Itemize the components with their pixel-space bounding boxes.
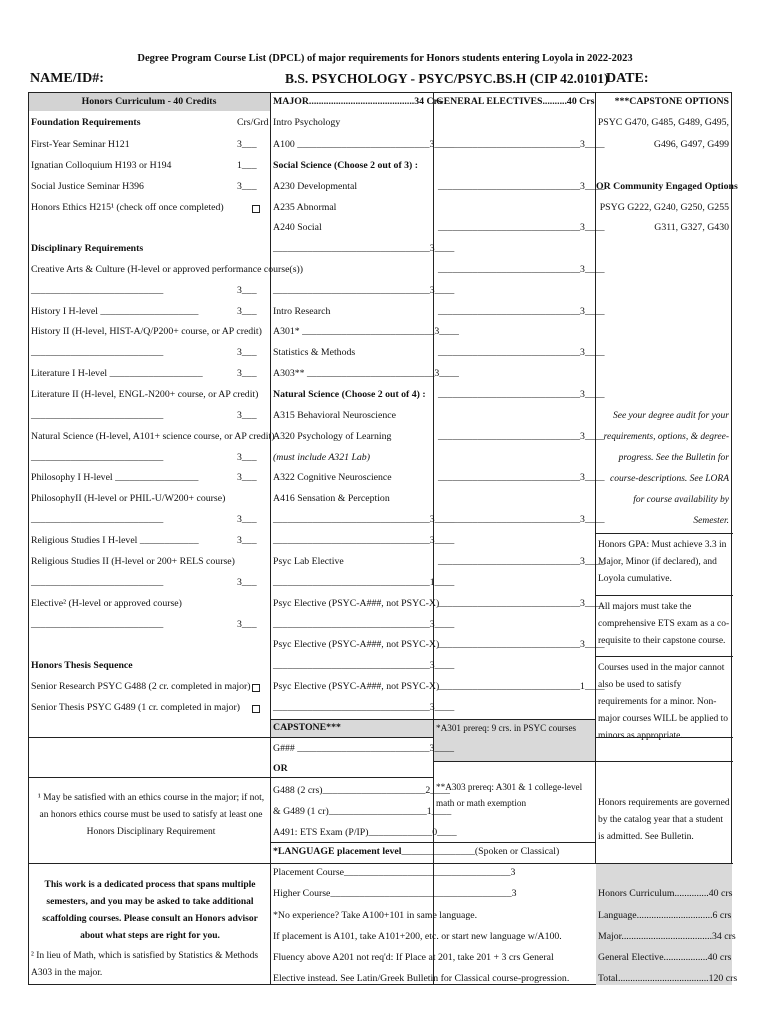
natural-science-row: Natural Science (H-level, A101+ science course, or AP credit) <box>31 431 275 442</box>
elective-blank-11[interactable]: _____________________________3____ <box>438 556 605 567</box>
capstone-options-line-1: PSYC G470, G485, G489, G495, <box>597 117 729 128</box>
electives-heading: GENERAL ELECTIVES..........40 Crs <box>436 96 595 107</box>
history2-row: History II (H-level, HIST-A/Q/P200+ course, or AP credit) <box>31 326 262 337</box>
lab-elective-label: Psyc Lab Elective <box>273 556 344 567</box>
psyc-elective-3-label: Psyc Elective (PSYC-A###, not PSYC-X) <box>273 681 440 692</box>
honors-heading: Honors Curriculum - 40 Credits <box>81 96 217 107</box>
history1-credit[interactable]: 3___ <box>237 306 257 317</box>
elective-blank-3[interactable]: _____________________________3____ <box>438 222 605 233</box>
a100-line[interactable]: A100 ___________________________3____ <box>273 139 454 150</box>
history2-credit[interactable]: 3___ <box>237 347 257 358</box>
a303-prereq: **A303 prereq: A301 & 1 college-level math or math exemption <box>436 782 583 808</box>
gpa-note: Honors GPA: Must achieve 3.3 in Major, Minor (if declared), and Loyola cumulative. <box>598 540 727 584</box>
philosophy1-row[interactable]: Philosophy I H-level _________________ <box>31 472 199 483</box>
language-note-4: Elective instead. See Latin/Greek Bulletin for Classical course-progression. <box>273 973 570 984</box>
g489-line[interactable]: & G489 (1 cr)____________________1____ <box>273 806 452 817</box>
capstone-options-line-2: G496, G497, G499 <box>653 139 729 150</box>
a303-line[interactable]: A303** __________________________3____ <box>273 368 459 379</box>
language-note-1: *No experience? Take A100+101 in same language. <box>273 910 478 921</box>
literature1-credit[interactable]: 3___ <box>237 368 257 379</box>
total-honors: Honors Curriculum..............40 crs <box>598 888 733 899</box>
senior-thesis-row: Senior Thesis PSYC G489 (1 cr. completed in major) <box>31 702 241 713</box>
footnote-1: ¹ May be satisfied with an ethics course in the major; if not, an honors ethics course must be used to satisfy at least one Honors Disciplinary Requirement <box>37 793 265 837</box>
footnote-2: ² In lieu of Math, which is satisfied by Statistics & Methods A303 in the major. <box>31 951 259 978</box>
ets-note: All majors must take the comprehensive ETS exam as a co-requisite to their capstone course. <box>598 602 730 646</box>
a321-note: (must include A321 Lab) <box>273 452 370 463</box>
major-heading: MAJOR...........................................34 Crs <box>273 96 442 107</box>
social-science-label: Social Science (Choose 2 out of 3) : <box>273 160 419 171</box>
justice-row: Social Justice Seminar H396 <box>31 181 144 192</box>
capstone-options-heading: ***CAPSTONE OPTIONS <box>614 96 729 107</box>
elective-blank-2[interactable]: _____________________________3____ <box>438 181 605 192</box>
social-blank-1[interactable]: ________________________________3____ <box>273 243 455 254</box>
philosophy1-credit[interactable]: 3___ <box>237 472 257 483</box>
higher-course-line[interactable]: Higher Course_____________________________________3 <box>273 888 517 899</box>
history2-blank[interactable]: ___________________________ <box>31 347 164 358</box>
elective-blank[interactable]: ___________________________ <box>31 619 164 630</box>
senior-thesis-checkbox[interactable] <box>252 705 260 713</box>
capstone-label: CAPSTONE*** <box>273 722 341 733</box>
thesis-label: Honors Thesis Sequence <box>31 660 133 671</box>
crs-grd-label: Crs/Grd <box>237 117 269 128</box>
language-level-blank[interactable]: _______________ <box>401 846 475 857</box>
social-blank-2[interactable]: ________________________________3____ <box>273 285 455 296</box>
elective-blank-4[interactable]: _____________________________3____ <box>438 264 605 275</box>
creative-blank[interactable]: ___________________________ <box>31 285 164 296</box>
fys-credit[interactable]: 3___ <box>237 139 257 150</box>
psyc-elective-2-label: Psyc Elective (PSYC-A###, not PSYC-X) <box>273 639 440 650</box>
ethics-row: Honors Ethics H215¹ (check off once completed) <box>31 202 224 213</box>
stats-label: Statistics & Methods <box>273 347 356 358</box>
placement-course-line[interactable]: Placement Course__________________________________3 <box>273 867 516 878</box>
a301-prereq: *A301 prereq: 9 crs. in PSYC courses <box>436 723 577 733</box>
capstone-options-column <box>596 93 738 984</box>
a322-line: A322 Cognitive Neuroscience <box>273 472 392 483</box>
psyc-elective-1-label: Psyc Elective (PSYC-A###, not PSYC-X) <box>273 598 440 609</box>
elective-blank-7[interactable]: _____________________________3____ <box>438 389 605 400</box>
a240-line: A240 Social <box>273 222 322 233</box>
a491-line[interactable]: A491: ETS Exam (P/IP)_____________0____ <box>273 827 457 838</box>
ethics-checkbox[interactable] <box>252 205 260 213</box>
elective-blank-14[interactable]: _____________________________1____ <box>438 681 605 692</box>
elective-blank-8[interactable]: _____________________________3____ <box>438 431 605 442</box>
disciplinary-label: Disciplinary Requirements <box>31 243 144 254</box>
total-credits: Total.....................................120 crs <box>598 973 738 984</box>
minor-note: Courses used in the major cannot also be used to satisfy requirements for a minor. Non-major courses WILL be applied to minors as appropriate. <box>598 663 729 741</box>
natural-science-credit[interactable]: 3___ <box>237 452 257 463</box>
a315-line: A315 Behavioral Neuroscience <box>273 410 396 421</box>
senior-research-checkbox[interactable] <box>252 684 260 692</box>
intro-psych-label: Intro Psychology <box>273 117 341 128</box>
natural-science-label: Natural Science (Choose 2 out of 4) : <box>273 389 426 400</box>
foundation-label: Foundation Requirements <box>31 117 141 128</box>
language-note-3: Fluency above A201 not req'd: If Place at 201, take 201 + 3 crs General <box>273 952 554 963</box>
fys-row: First-Year Seminar H121 <box>31 139 130 150</box>
justice-credit[interactable]: 3___ <box>237 181 257 192</box>
program-title: B.S. PSYCHOLOGY - PSYC/PSYC.BS.H (CIP 42.0101) <box>285 71 609 86</box>
religion2-blank[interactable]: ___________________________ <box>31 577 164 588</box>
g488-line[interactable]: G488 (2 crs)_____________________2____ <box>273 785 450 796</box>
course-grid <box>28 92 738 985</box>
creative-credit[interactable]: 3___ <box>237 285 257 296</box>
total-language: Language...............................6 crs <box>598 910 732 921</box>
a320-line: A320 Psychology of Learning <box>273 431 392 442</box>
capstone-g-line[interactable]: G### ___________________________3____ <box>273 743 454 754</box>
literature1-row[interactable]: Literature I H-level ___________________ <box>31 368 203 379</box>
language-note-2: If placement is A101, take A101+200, etc. or start new language w/A100. <box>273 931 562 942</box>
literature2-blank[interactable]: ___________________________ <box>31 410 164 421</box>
philosophy2-blank[interactable]: ___________________________ <box>31 514 164 525</box>
literature2-credit[interactable]: 3___ <box>237 410 257 421</box>
intro-research-label: Intro Research <box>273 306 331 317</box>
psyc-elective-1-blank[interactable]: ________________________________3____ <box>273 619 455 630</box>
psyc-elective-3-blank[interactable]: ________________________________3____ <box>273 702 455 713</box>
elective-blank-10[interactable]: _____________________________3____ <box>438 514 605 525</box>
creative-arts-row: Creative Arts & Culture (H-level or approved performance course(s)) <box>31 264 304 275</box>
thesis-note: This work is a dedicated process that spans multiple semesters, and you may be asked to take additional scaffolding courses. Please consult an Honors advisor about what steps are right for you. <box>42 880 258 941</box>
elective-blank-5[interactable]: _____________________________3____ <box>438 306 605 317</box>
elective-credit[interactable]: 3___ <box>237 619 257 630</box>
a416-line: A416 Sensation & Perception <box>273 493 390 504</box>
capstone-or: OR <box>273 763 288 774</box>
elective-blank-13[interactable]: _____________________________3____ <box>438 639 605 650</box>
religion2-row: Religious Studies II (H-level or 200+ RELS course) <box>31 556 235 567</box>
literature2-row: Literature II (H-level, ENGL-N200+ course, or AP credit) <box>31 389 259 400</box>
governed-note: Honors requirements are governed by the catalog year that a student is admitted. See Bulletin. <box>598 798 730 842</box>
colloquium-row: Ignatian Colloquium H193 or H194 <box>31 160 172 171</box>
date-label: DATE: <box>606 71 649 86</box>
religion1-credit[interactable]: 3___ <box>237 535 257 546</box>
total-general-elective: General Elective..................40 crs <box>598 952 732 963</box>
elective-blank-12[interactable]: _____________________________3____ <box>438 598 605 609</box>
elective-blank-6[interactable]: _____________________________3____ <box>438 347 605 358</box>
history1-row[interactable]: History I H-level ____________________ <box>31 306 199 317</box>
natsci-blank-2[interactable]: ________________________________3____ <box>273 535 455 546</box>
senior-research-row: Senior Research PSYC G488 (2 cr. completed in major) <box>31 681 251 692</box>
lab-elective-blank[interactable]: ________________________________1____ <box>273 577 455 588</box>
philosophy2-row: PhilosophyII (H-level or PHIL-U/W200+ course) <box>31 493 226 504</box>
philosophy2-credit[interactable]: 3___ <box>237 514 257 525</box>
total-major: Major.....................................34 crs <box>598 931 736 942</box>
religion1-row[interactable]: Religious Studies I H-level ____________ <box>31 535 199 546</box>
degree-audit-note: See your degree audit for your requirements, options, & degree-progress. See the Bulletin for course-descriptions. See LORA for course availability by Semester. <box>603 411 729 526</box>
elective-row: Elective² (H-level or approved course) <box>31 598 182 609</box>
community-options-line-1: PSYG G222, G240, G250, G255 <box>599 202 729 213</box>
natural-science-blank[interactable]: ___________________________ <box>31 452 164 463</box>
electives-column <box>434 93 605 863</box>
language-label: *LANGUAGE placement level_______________(Spoken or Classical) <box>273 846 560 857</box>
religion2-credit[interactable]: 3___ <box>237 577 257 588</box>
a301-line[interactable]: A301* ___________________________3____ <box>273 326 459 337</box>
community-options-heading: OR Community Engaged Options <box>596 181 738 192</box>
elective-blank-9[interactable]: _____________________________3____ <box>438 472 605 483</box>
colloquium-credit[interactable]: 1___ <box>237 160 257 171</box>
community-options-line-2: G311, G327, G430 <box>654 222 729 233</box>
psyc-elective-2-blank[interactable]: ________________________________3____ <box>273 660 455 671</box>
a230-line: A230 Developmental <box>273 181 358 192</box>
a235-line: A235 Abnormal <box>273 202 337 213</box>
natsci-blank-1[interactable]: ________________________________3____ <box>273 514 455 525</box>
document-title: Degree Program Course List (DPCL) of major requirements for Honors students entering Loyola in 2022-2023 <box>137 53 633 64</box>
name-id-label: NAME/ID#: <box>30 71 104 86</box>
elective-blank-1[interactable]: _____________________________3____ <box>438 139 605 150</box>
